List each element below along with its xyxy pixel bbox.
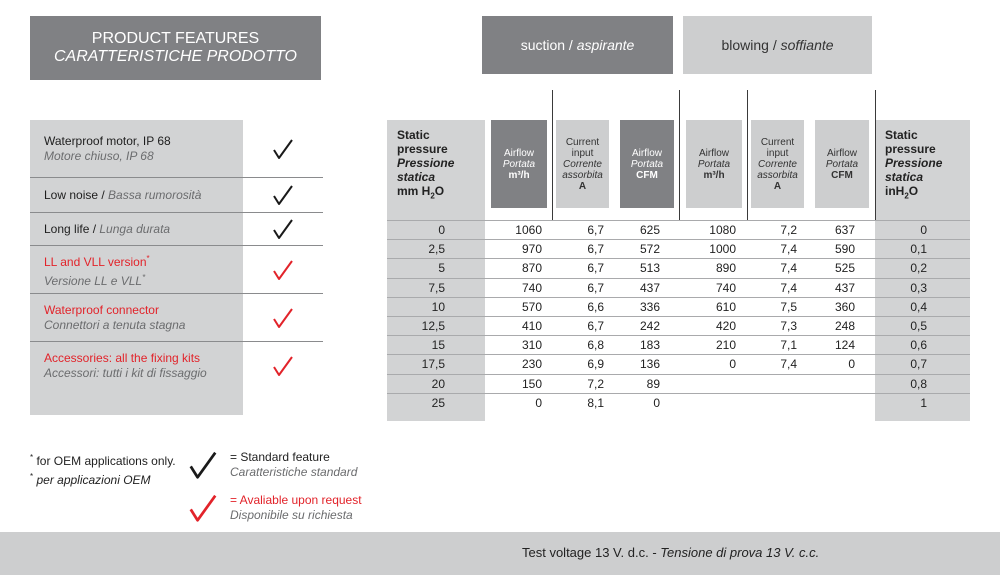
feature-row xyxy=(30,178,323,213)
asterisk: * xyxy=(30,453,34,462)
asterisk: * xyxy=(142,272,146,282)
footer-bar xyxy=(0,532,1000,575)
table-cell: 25 xyxy=(431,395,445,410)
table-row xyxy=(387,393,970,412)
table-cell: 15 xyxy=(431,338,445,353)
table-cell xyxy=(747,375,797,393)
table-cell: 572 xyxy=(639,242,660,257)
column-separator xyxy=(552,90,553,220)
feature-sub: Accessori: tutti i kit di fissaggio xyxy=(44,366,207,380)
feature-row xyxy=(30,213,323,246)
feature-main: Long life / xyxy=(44,221,100,236)
legend-request-it: Disponibile su richiesta xyxy=(230,508,353,522)
table-cell: 230 xyxy=(521,357,542,372)
feature-row xyxy=(30,120,323,178)
column-separator xyxy=(679,90,680,220)
table-cell: 0,7 xyxy=(910,357,927,372)
table-cell: 150 xyxy=(521,376,542,391)
table-cell: 183 xyxy=(639,338,660,353)
performance-table xyxy=(387,90,970,425)
table-cell: 0,5 xyxy=(910,319,927,333)
table-cell: 10 xyxy=(431,299,445,314)
table-cell: 6,7 xyxy=(587,261,604,276)
table-cell: 0 xyxy=(848,357,855,372)
blowing-airflow-cfm-header: Airflow Portata CFM xyxy=(815,120,869,208)
table-cell: 8,1 xyxy=(587,395,604,410)
blowing-label-it: soffiante xyxy=(780,37,834,53)
table-cell: 242 xyxy=(639,319,660,333)
legend xyxy=(30,450,390,530)
suction-airflow-cfm-header: Airflow Portata CFM xyxy=(620,120,674,208)
feature-sub: Motore chiuso, IP 68 xyxy=(44,148,154,163)
red-check-icon xyxy=(243,307,323,329)
table-cell: 0 xyxy=(438,223,445,237)
table-row xyxy=(387,258,970,277)
table-cell: 0,3 xyxy=(910,280,927,295)
table-cell: 7,5 xyxy=(780,299,797,314)
table-cell: 360 xyxy=(834,299,855,314)
table-cell: 6,6 xyxy=(587,299,604,314)
table-row xyxy=(387,335,970,354)
table-cell: 12,5 xyxy=(421,319,445,333)
legend-request-en: = Avaliable upon request xyxy=(230,493,362,507)
column-separator xyxy=(747,90,748,220)
table-cell: 870 xyxy=(521,261,542,276)
table-cell: 7,4 xyxy=(780,261,797,276)
table-cell: 0 xyxy=(920,223,927,237)
feature-main: Low noise / xyxy=(44,187,109,202)
suction-header xyxy=(482,16,673,74)
table-cell: 1000 xyxy=(709,242,736,257)
table-cell: 625 xyxy=(639,223,660,237)
black-check-icon xyxy=(188,450,218,484)
table-cell: 7,1 xyxy=(780,338,797,353)
suction-label: suction / xyxy=(520,37,577,53)
feature-row xyxy=(30,246,323,294)
oem-note-it: per applicazioni OEM xyxy=(36,473,151,487)
feature-main-it: Bassa rumorosità xyxy=(108,187,202,202)
table-cell: 410 xyxy=(521,319,542,333)
feature-main: Accessories: all the fixing kits xyxy=(44,351,201,365)
table-cell: 310 xyxy=(521,338,542,353)
test-voltage-note: Test voltage 13 V. d.c. - Tensione di prova 13 V. c.c. xyxy=(522,545,820,560)
table-cell: 1060 xyxy=(515,223,542,237)
table-cell xyxy=(679,394,736,412)
table-cell: 2,5 xyxy=(428,242,445,257)
table-cell: 6,8 xyxy=(587,338,604,353)
table-cell: 970 xyxy=(521,242,542,257)
feature-main: LL and VLL version xyxy=(44,254,147,269)
table-cell: 6,7 xyxy=(587,280,604,295)
table-row xyxy=(387,374,970,393)
table-cell: 7,2 xyxy=(587,376,604,391)
blowing-header xyxy=(683,16,872,74)
feature-row xyxy=(30,294,323,342)
table-cell: 7,4 xyxy=(780,280,797,295)
asterisk: * xyxy=(146,253,150,263)
product-features-title: PRODUCT FEATURES xyxy=(91,30,260,47)
table-cell: 570 xyxy=(521,299,542,314)
table-cell: 890 xyxy=(715,261,736,276)
table-row xyxy=(387,220,970,239)
table-cell: 20 xyxy=(431,376,445,391)
blowing-label: blowing / xyxy=(721,37,781,53)
table-cell: 437 xyxy=(639,280,660,295)
black-check-icon xyxy=(243,138,323,160)
static-pressure-mm-header: Static pressure Pressione statica mm $H_2O$ xyxy=(397,128,455,201)
table-cell: 590 xyxy=(834,242,855,257)
feature-sub: Connettori a tenuta stagna xyxy=(44,317,186,332)
product-features-title-it: CARATTERISTICHE PRODOTTO xyxy=(54,48,297,65)
table-cell: 210 xyxy=(715,338,736,353)
table-cell xyxy=(807,394,855,412)
table-cell: 1080 xyxy=(709,223,736,237)
features-panel xyxy=(30,120,323,415)
table-cell: 6,7 xyxy=(587,242,604,257)
blowing-current-header: Current input Corrente assorbita A xyxy=(751,120,804,208)
red-check-icon xyxy=(188,493,218,527)
red-check-icon xyxy=(243,355,323,377)
table-cell: 17,5 xyxy=(421,357,445,372)
table-cell: 124 xyxy=(834,338,855,353)
table-cell: 0,6 xyxy=(910,338,927,353)
feature-main: Waterproof motor, IP 68 xyxy=(44,133,171,148)
oem-note-en: for OEM applications only. xyxy=(36,454,176,468)
table-cell: 420 xyxy=(715,319,736,333)
table-cell: 248 xyxy=(834,319,855,333)
table-cell: 7,4 xyxy=(780,357,797,372)
suction-label-it: aspirante xyxy=(576,37,635,53)
table-cell: 0,4 xyxy=(910,299,927,314)
table-cell xyxy=(747,394,797,412)
legend-standard-en: = Standard feature xyxy=(230,450,330,464)
asterisk: * xyxy=(30,472,34,481)
table-cell: 6,7 xyxy=(587,319,604,333)
table-cell: 0,1 xyxy=(910,242,927,257)
table-cell: 0 xyxy=(535,395,542,410)
table-cell: 525 xyxy=(834,261,855,276)
black-check-icon xyxy=(243,218,323,240)
table-cell: 0 xyxy=(729,357,736,372)
feature-main-it: Lunga durata xyxy=(99,221,171,236)
table-cell: 7,4 xyxy=(780,242,797,257)
table-cell: 136 xyxy=(639,357,660,372)
table-cell xyxy=(679,375,736,393)
table-cell: 0,2 xyxy=(910,261,927,276)
table-cell: 89 xyxy=(646,376,660,391)
table-cell: 7,5 xyxy=(428,280,445,295)
table-cell: 610 xyxy=(715,299,736,314)
black-check-icon xyxy=(243,184,323,206)
table-cell: 6,9 xyxy=(587,357,604,372)
table-cell: 1 xyxy=(920,395,927,410)
oem-note xyxy=(30,450,176,488)
feature-row xyxy=(30,342,323,390)
table-cell: 0 xyxy=(653,395,660,410)
table-cell: 7,2 xyxy=(780,223,797,237)
red-check-icon xyxy=(243,259,323,281)
table-cell: 336 xyxy=(639,299,660,314)
table-cell: 740 xyxy=(521,280,542,295)
blowing-airflow-m3h-header: Airflow Portata m³/h xyxy=(686,120,742,208)
table-cell: 6,7 xyxy=(587,223,604,237)
table-cell: 0,8 xyxy=(910,376,927,391)
table-row xyxy=(387,278,970,297)
table-row xyxy=(387,316,970,335)
table-cell: 5 xyxy=(438,261,445,276)
legend-standard-it: Caratteristiche standard xyxy=(230,465,358,479)
table-cell: 513 xyxy=(639,261,660,276)
suction-current-header: Current input Corrente assorbita A xyxy=(556,120,609,208)
table-row xyxy=(387,239,970,258)
feature-main: Waterproof connector xyxy=(44,302,159,317)
table-row xyxy=(387,354,970,373)
table-row xyxy=(387,297,970,316)
table-cell: 7,3 xyxy=(780,319,797,333)
feature-sub: Versione LL e VLL xyxy=(44,273,143,288)
static-pressure-inh2o-header: Static pressure Pressione statica inH$_2$O xyxy=(885,128,943,201)
table-cell: 637 xyxy=(834,223,855,237)
product-features-header xyxy=(30,16,321,80)
table-cell: 437 xyxy=(834,280,855,295)
suction-airflow-m3h-header: Airflow Portata m³/h xyxy=(491,120,547,208)
table-cell: 740 xyxy=(715,280,736,295)
table-cell xyxy=(807,375,855,393)
